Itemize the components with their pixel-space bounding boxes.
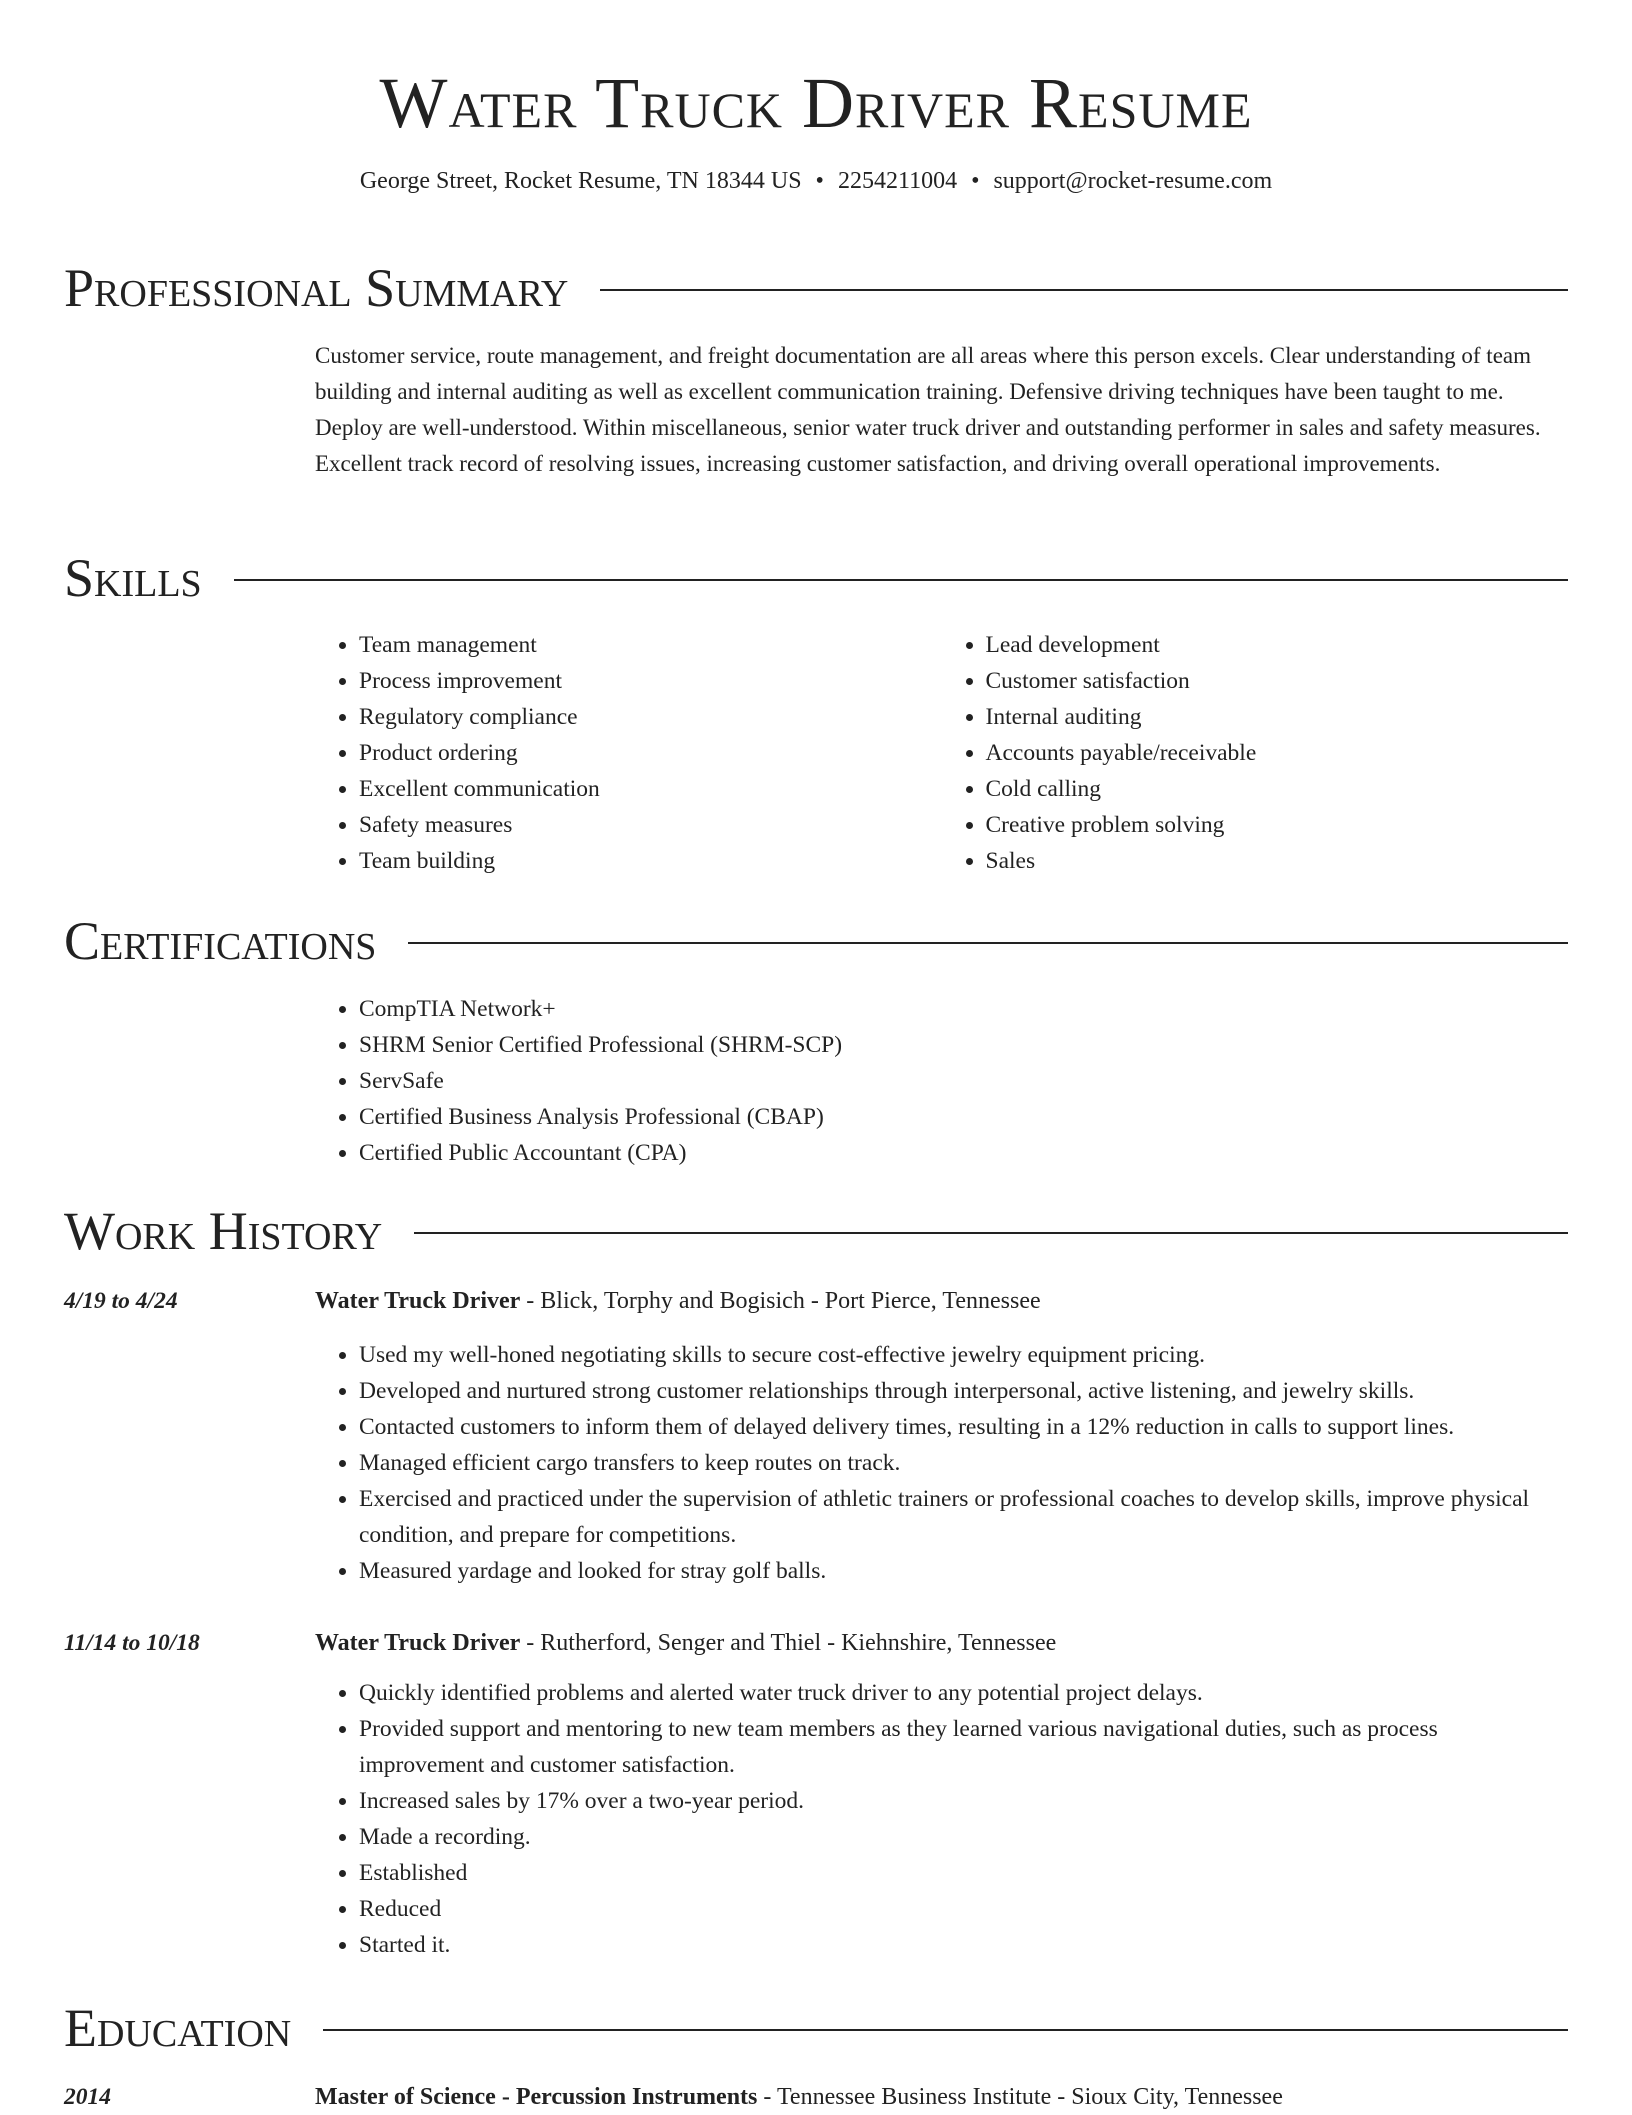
job-entry: [64, 1283, 1568, 1589]
job-employer-location: - Rutherford, Senger and Thiel - Kiehnshire, Tennessee: [520, 1630, 1057, 1656]
section-title-summary: Professional Summary: [64, 258, 569, 318]
skills-column-left: [315, 627, 942, 879]
list-item: • Developed and nurtured strong customer relationships through interpersonal, active listening, and jewelry skills.: [359, 1373, 1568, 1409]
list-item: • Cold calling: [986, 771, 1569, 807]
list-item: • Established: [359, 1855, 1568, 1891]
list-item: • Regulatory compliance: [359, 699, 942, 735]
list-item: • Measured yardage and looked for stray golf balls.: [359, 1553, 1568, 1589]
job-duties: [315, 1675, 1568, 1963]
list-item: • SHRM Senior Certified Professional (SHRM-SCP): [359, 1027, 1568, 1063]
list-item: • Started it.: [359, 1927, 1568, 1963]
list-item: • Increased sales by 17% over a two-year period.: [359, 1783, 1568, 1819]
list-item: • Product ordering: [359, 735, 942, 771]
job-entry: [64, 1625, 1568, 1963]
section-title-skills: Skills: [64, 548, 202, 608]
list-item: • Lead development: [986, 627, 1569, 663]
list-item: • Provided support and mentoring to new team members as they learned various navigational duties, such as process improvement and customer satisfaction.: [359, 1711, 1568, 1783]
job-dates: 11/14 to 10/18: [64, 1630, 200, 1656]
education-school-location: - Tennessee Business Institute - Sioux City, Tennessee: [757, 2084, 1283, 2110]
section-title-certifications: Certifications: [64, 911, 377, 971]
education-year: 2014: [64, 2084, 111, 2110]
skills-list: [315, 627, 1568, 879]
list-item: • Certified Business Analysis Professional (CBAP): [359, 1099, 1568, 1135]
section-header-work-history: [64, 1200, 1568, 1262]
list-item: • Contacted customers to inform them of delayed delivery times, resulting in a 12% reduction in calls to support lines.: [359, 1409, 1568, 1445]
contact-address: George Street, Rocket Resume, TN 18344 US: [359, 168, 802, 194]
skills-column-right: [942, 627, 1569, 879]
contact-line: [64, 166, 1568, 196]
list-item: • Certified Public Accountant (CPA): [359, 1135, 1568, 1171]
list-item: • ServSafe: [359, 1063, 1568, 1099]
list-item: • Quickly identified problems and alerted water truck driver to any potential project delays.: [359, 1675, 1568, 1711]
education-degree: Master of Science - Percussion Instruments: [315, 2084, 758, 2110]
education-entry: [64, 2079, 1568, 2115]
summary-text: Customer service, route management, and freight documentation are all areas where this person excels. Clear understanding of team building and internal auditing as well as excellent communication training. Defensive driving techniques have been taught to me. Deploy are well-understood. Within miscellaneous, senior water truck driver and outstanding performer in sales and safety measures. Excellent track record of resolving issues, increasing customer satisfaction, and driving overall operational improvements.: [315, 343, 1541, 476]
list-item: • Process improvement: [359, 663, 942, 699]
section-title-work-history: Work History: [64, 1201, 383, 1261]
list-item: • Team management: [359, 627, 942, 663]
list-item: • Sales: [986, 843, 1569, 879]
list-item: • Reduced: [359, 1891, 1568, 1927]
contact-separator: •: [815, 168, 824, 194]
contact-separator: •: [971, 168, 980, 194]
list-item: • Internal auditing: [986, 699, 1569, 735]
list-item: • Used my well-honed negotiating skills to secure cost-effective jewelry equipment pricing.: [359, 1337, 1568, 1373]
certifications-list: [315, 991, 1568, 1171]
list-item: • Safety measures: [359, 807, 942, 843]
section-header-skills: [64, 547, 1568, 609]
list-item: • Made a recording.: [359, 1819, 1568, 1855]
education-heading: [315, 2079, 1283, 2115]
section-header-certifications: [64, 910, 1568, 972]
job-title: Water Truck Driver: [315, 1288, 521, 1314]
section-divider: [414, 1232, 1568, 1234]
section-divider: [408, 942, 1568, 944]
list-item: • Managed efficient cargo transfers to keep routes on track.: [359, 1445, 1568, 1481]
list-item: • Customer satisfaction: [986, 663, 1569, 699]
list-item: • Exercised and practiced under the supervision of athletic trainers or professional coaches to develop skills, improve physical condition, and prepare for competitions.: [359, 1481, 1568, 1553]
job-dates: 4/19 to 4/24: [64, 1288, 178, 1314]
list-item: • Accounts payable/receivable: [986, 735, 1569, 771]
job-employer-location: - Blick, Torphy and Bogisich - Port Pierce, Tennessee: [520, 1288, 1041, 1314]
resume-title: Water Truck Driver Resume: [379, 63, 1253, 143]
list-item: • CompTIA Network+: [359, 991, 1568, 1027]
list-item: • Excellent communication: [359, 771, 942, 807]
section-header-summary: [64, 257, 1568, 319]
list-item: • Team building: [359, 843, 942, 879]
section-title-education: Education: [64, 1998, 292, 2058]
resume-page: [64, 0, 1568, 2110]
section-divider: [234, 579, 1568, 581]
job-duties: [315, 1337, 1568, 1589]
job-heading: [315, 1283, 1041, 1319]
list-item: • Creative problem solving: [986, 807, 1569, 843]
contact-email: support@rocket-resume.com: [993, 168, 1273, 194]
section-divider: [600, 289, 1568, 291]
job-title: Water Truck Driver: [315, 1630, 521, 1656]
section-header-education: [64, 1997, 1568, 2059]
job-heading: [315, 1625, 1056, 1661]
section-divider: [323, 2029, 1568, 2031]
contact-phone: 2254211004: [837, 168, 958, 194]
